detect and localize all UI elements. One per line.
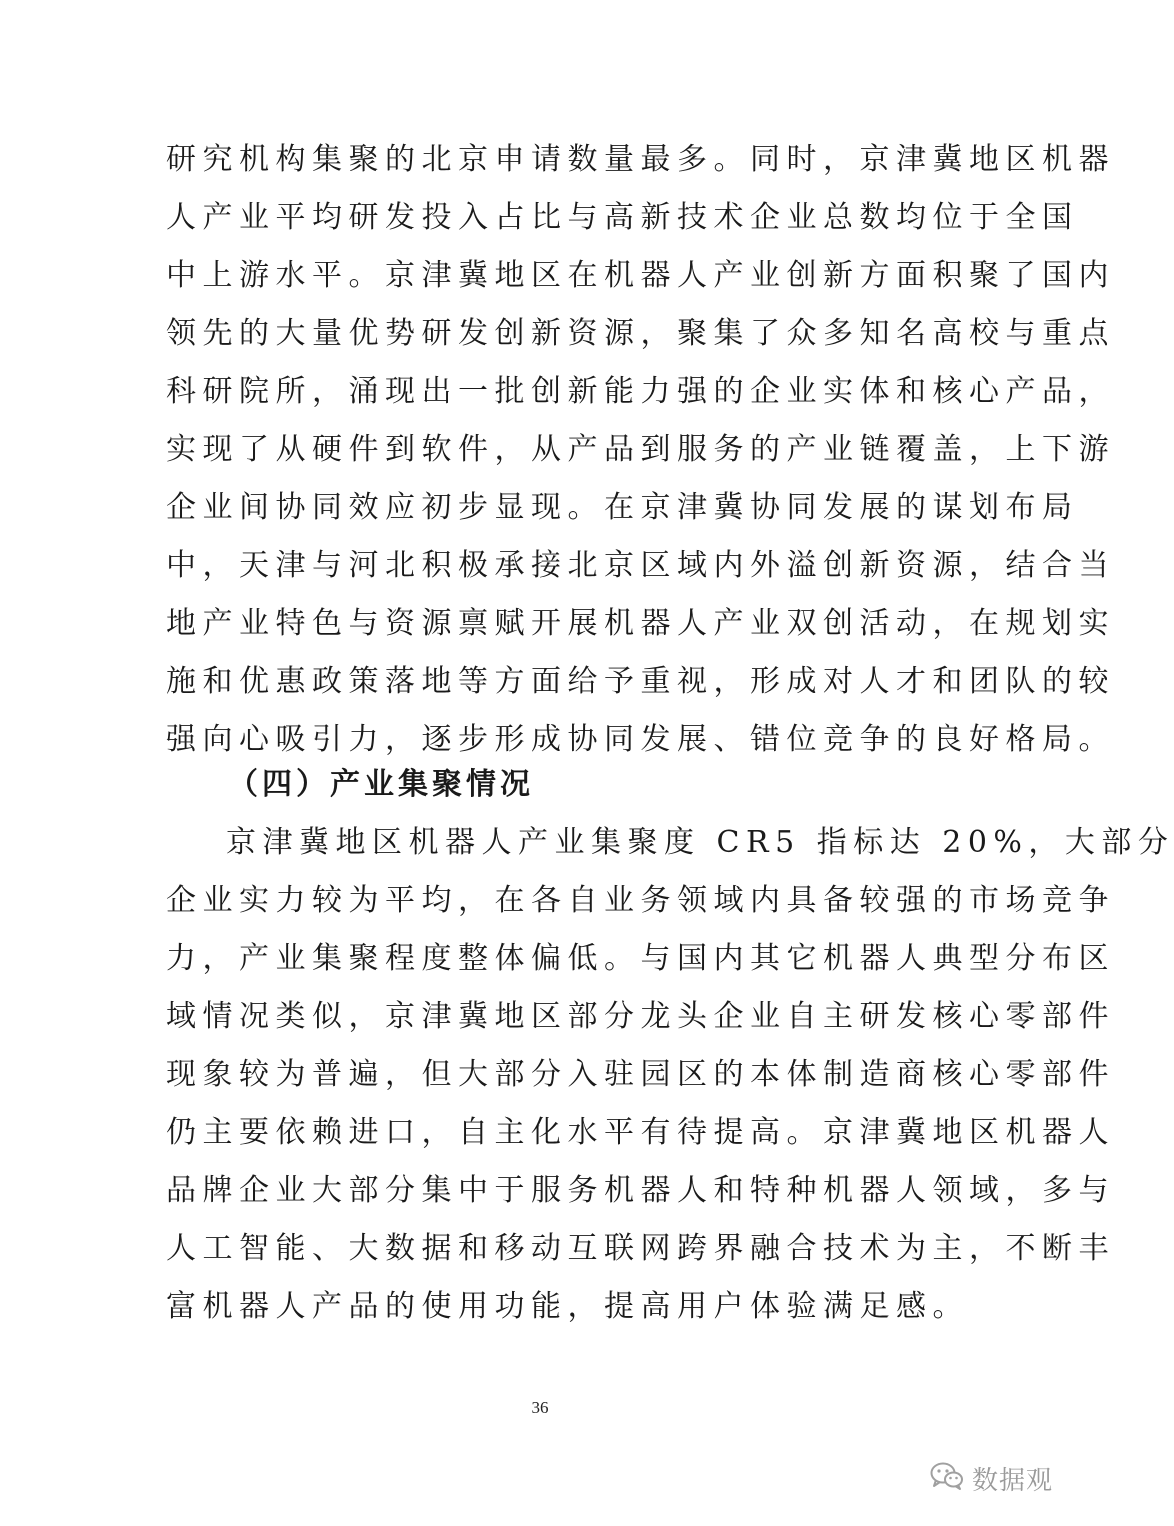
- watermark: [930, 1458, 1053, 1498]
- paragraph-line: 企业实力较为平均，在各自业务领域内具备较强的市场竞争: [166, 883, 1115, 918]
- paragraph-line: 科研院所，涌现出一批创新能力强的企业实体和核心产品，: [166, 374, 1115, 409]
- wechat-icon: [930, 1461, 964, 1495]
- paragraph-line: 实现了从硬件到软件，从产品到服务的产业链覆盖，上下游: [166, 432, 1115, 467]
- paragraph-line: 仍主要依赖进口，自主化水平有待提高。京津冀地区机器人: [166, 1115, 1115, 1150]
- paragraph-line: 域情况类似，京津冀地区部分龙头企业自主研发核心零部件: [166, 999, 1115, 1034]
- paragraph-line: 现象较为普遍，但大部分入驻园区的本体制造商核心零部件: [166, 1057, 1115, 1092]
- paragraph-line: 京津冀地区机器人产业集聚度 CR5 指标达 20%，大部分: [226, 825, 1174, 860]
- paragraph-line: 企业间协同效应初步显现。在京津冀协同发展的谋划布局: [166, 490, 1079, 525]
- section-heading: （四）产业集聚情况: [228, 767, 534, 802]
- watermark-text: 数据观: [972, 1465, 1054, 1496]
- paragraph-line: 力，产业集聚程度整体偏低。与国内其它机器人典型分布区: [166, 941, 1115, 976]
- paragraph-2: [166, 814, 1174, 1336]
- paragraph-line: 研究机构集聚的北京申请数量最多。同时，京津冀地区机器: [166, 142, 1115, 177]
- paragraph-line: 地产业特色与资源禀赋开展机器人产业双创活动，在规划实: [166, 606, 1115, 641]
- paragraph-line: 强向心吸引力，逐步形成协同发展、错位竞争的良好格局。: [166, 722, 1115, 757]
- paragraph-line: 品牌企业大部分集中于服务机器人和特种机器人领域，多与: [166, 1173, 1115, 1208]
- paragraph-line: 富机器人产品的使用功能，提高用户体验满足感。: [166, 1289, 969, 1324]
- paragraph-1: [166, 131, 1115, 769]
- paragraph-line: 人工智能、大数据和移动互联网跨界融合技术为主，不断丰: [166, 1231, 1115, 1266]
- page-number: 36: [531, 1398, 549, 1417]
- paragraph-line: 施和优惠政策落地等方面给予重视，形成对人才和团队的较: [166, 664, 1115, 699]
- paragraph-line: 中，天津与河北积极承接北京区域内外溢创新资源，结合当: [166, 548, 1115, 583]
- paragraph-line: 领先的大量优势研发创新资源，聚集了众多知名高校与重点: [166, 316, 1115, 351]
- paragraph-line: 人产业平均研发投入占比与高新技术企业总数均位于全国: [166, 200, 1079, 235]
- paragraph-line: 中上游水平。京津冀地区在机器人产业创新方面积聚了国内: [166, 258, 1115, 293]
